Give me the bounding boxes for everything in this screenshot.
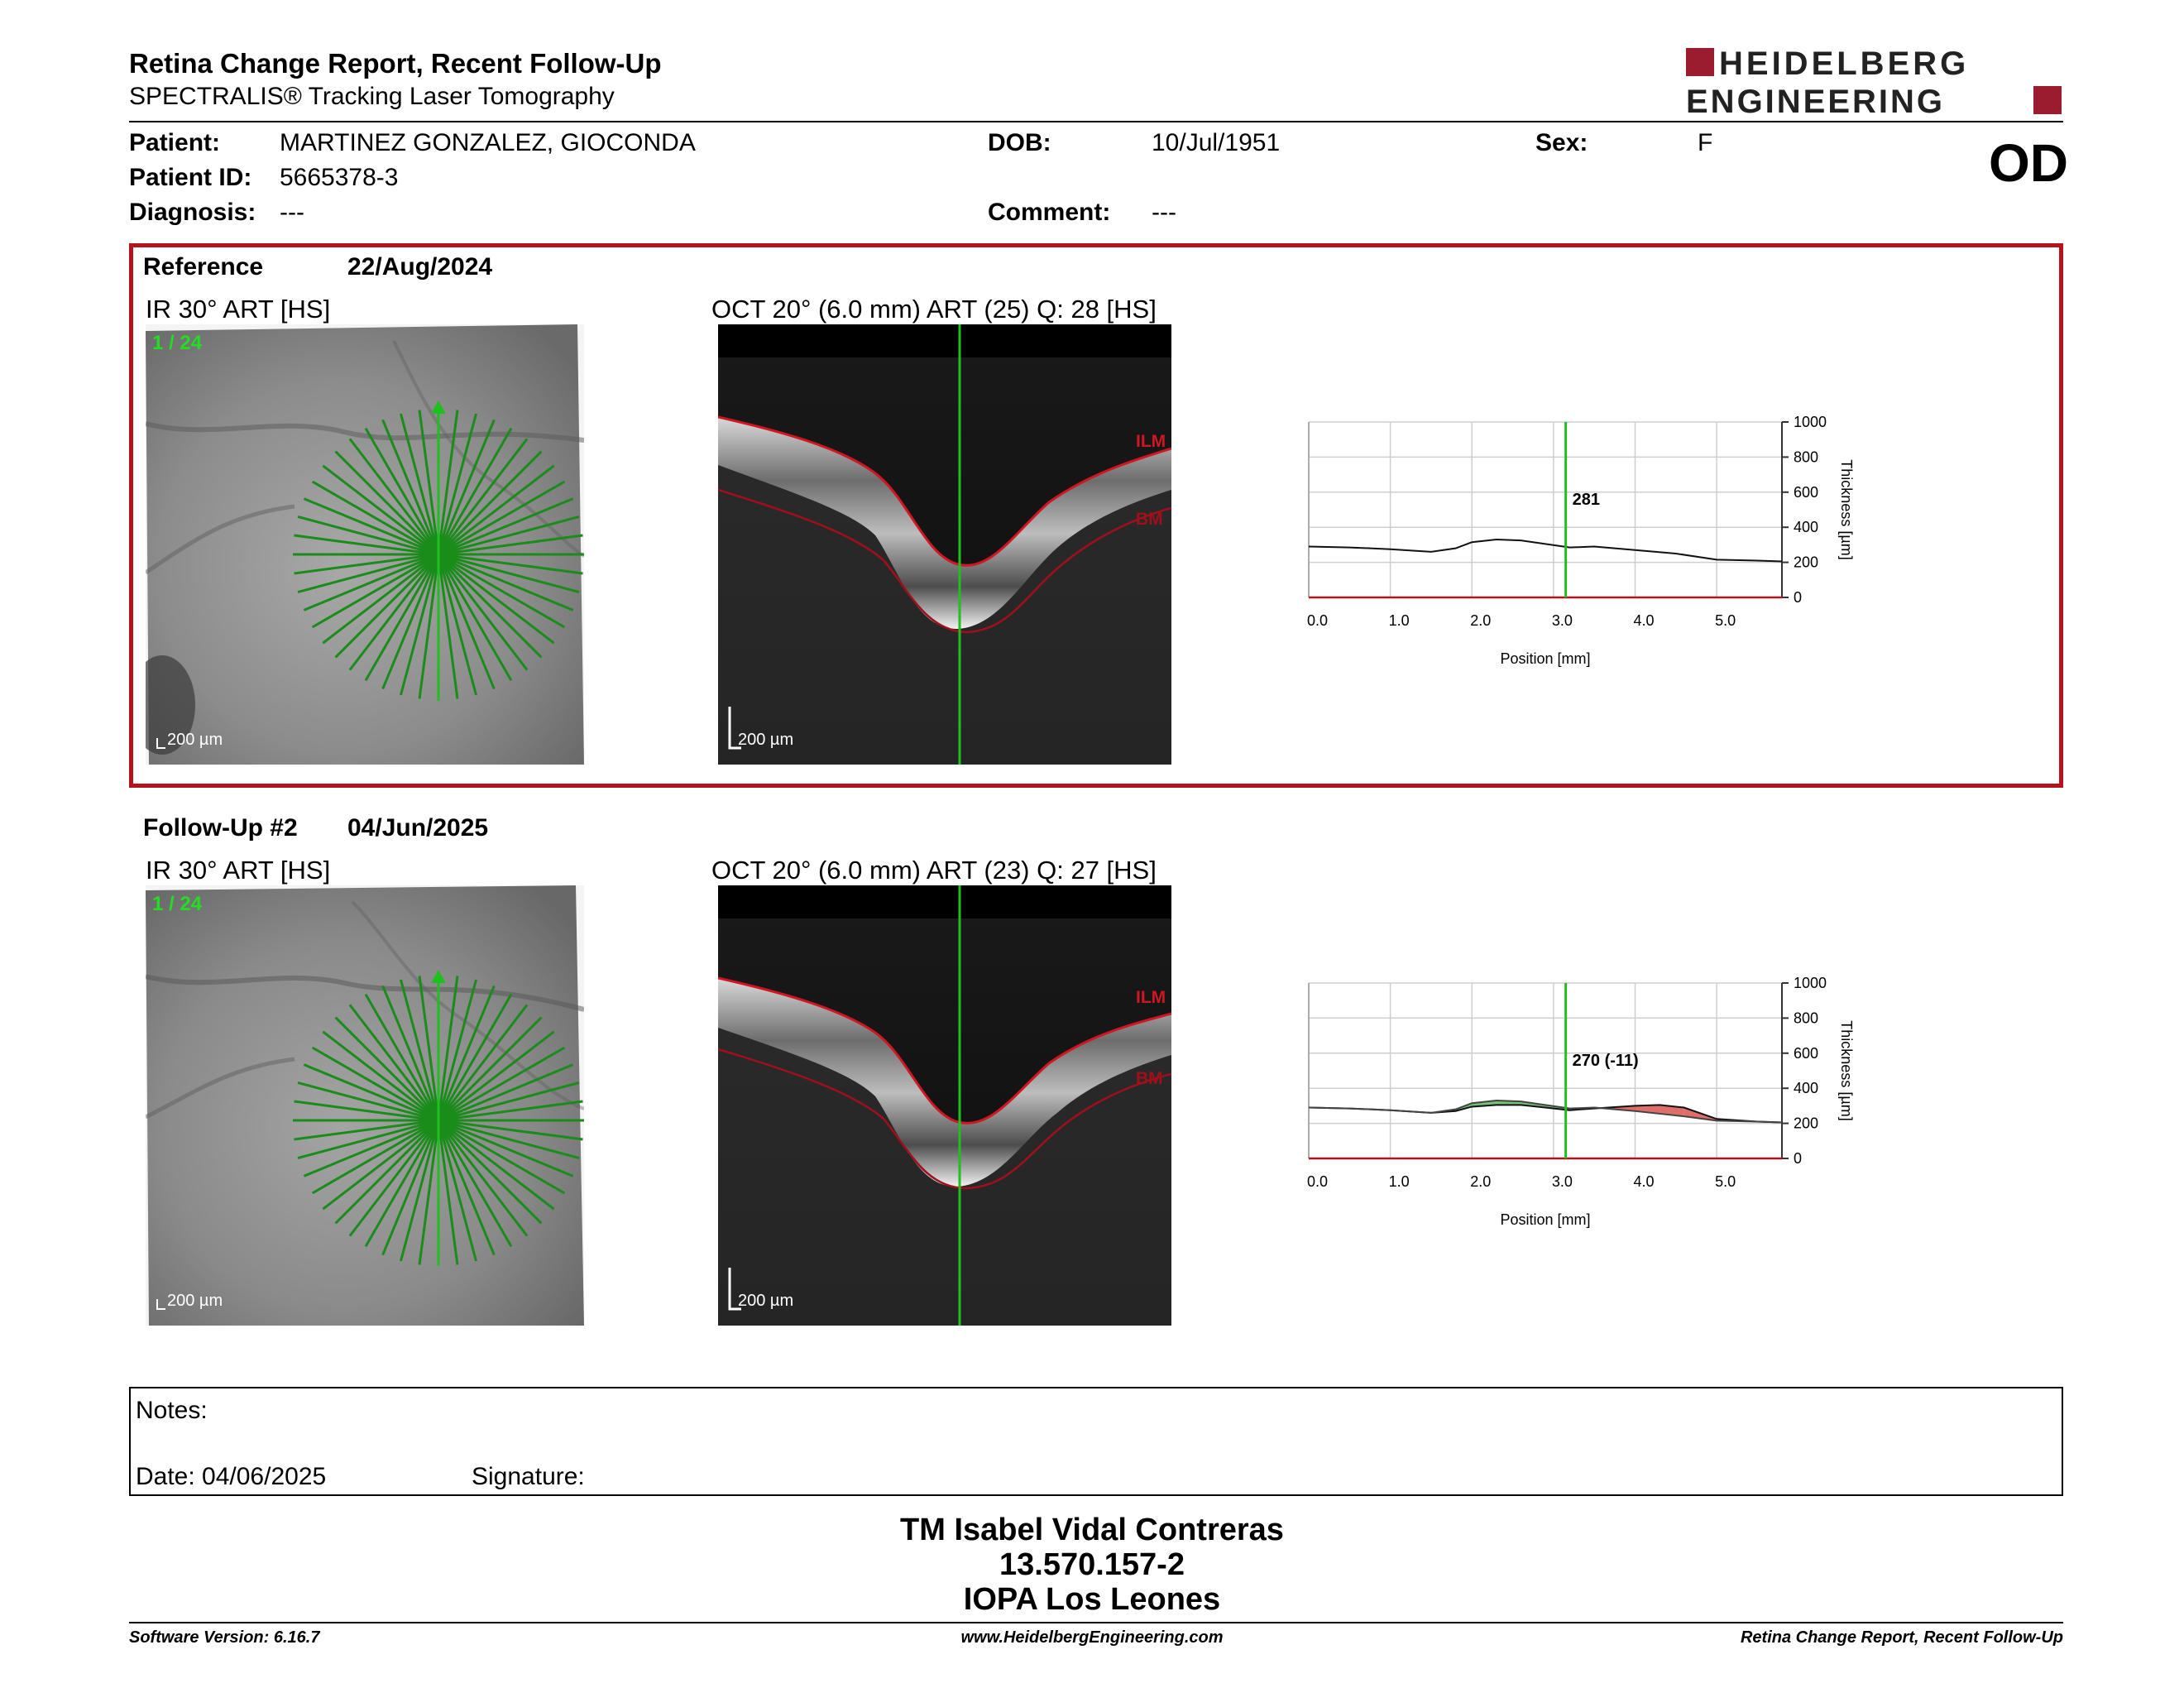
x-tick-label: 4.0 (1633, 1173, 1655, 1190)
reference-oct-scale: 200 µm (738, 731, 794, 749)
y-axis-label: Thickness [µm] (1838, 1020, 1853, 1121)
diagnosis-value: --- (280, 199, 304, 226)
x-tick-label: 2.0 (1470, 1173, 1492, 1190)
followup-thickness-chart (1291, 966, 1853, 1240)
thickness-line (1309, 1101, 1782, 1123)
notes-date: Date: 04/06/2025 (136, 1463, 327, 1490)
y-axis-label: Thickness [µm] (1838, 459, 1853, 560)
y-tick-label: 200 (1794, 1115, 1819, 1132)
y-tick-label: 600 (1794, 1044, 1819, 1062)
y-tick-label: 800 (1794, 1009, 1819, 1027)
dob-value: 10/Jul/1951 (1152, 129, 1281, 156)
followup-ir-counter: 1 / 24 (152, 893, 203, 915)
reference-ilm-label: ILM (1136, 432, 1166, 451)
reference-thickness-chart (1291, 405, 1853, 679)
x-tick-label: 0.0 (1307, 612, 1329, 629)
sex-label: Sex: (1535, 129, 1588, 156)
footer-rule (129, 1622, 2063, 1623)
reference-date: 22/Aug/2024 (347, 253, 493, 281)
sex-value: F (1698, 129, 1713, 156)
x-tick-label: 2.0 (1470, 612, 1492, 629)
followup-bm-label: BM (1136, 1069, 1163, 1088)
followup-date: 04/Jun/2025 (347, 814, 489, 842)
diagnosis-label: Diagnosis: (129, 199, 256, 226)
x-axis-label: Position [mm] (1500, 1211, 1591, 1228)
patient-id: 5665378-3 (280, 164, 399, 191)
followup-oct-scale: 200 µm (738, 1292, 794, 1310)
signer-name: TM Isabel Vidal Contreras (900, 1513, 1284, 1547)
x-tick-label: 3.0 (1551, 1173, 1573, 1190)
x-axis-label: Position [mm] (1500, 650, 1591, 667)
y-tick-label: 400 (1794, 519, 1819, 536)
report-title: Retina Change Report, Recent Follow-Up (129, 48, 662, 79)
signature-label: Signature: (472, 1463, 585, 1490)
reference-ir-image[interactable] (146, 324, 584, 765)
x-tick-label: 5.0 (1715, 1173, 1736, 1190)
patient-id-label: Patient ID: (129, 164, 252, 191)
followup-ir-scale: 200 µm (167, 1292, 223, 1310)
followup-ir-image[interactable] (146, 885, 584, 1326)
heidelberg-logo (1686, 46, 2063, 117)
eye-indicator: OD (1989, 133, 2068, 193)
y-tick-label: 1000 (1794, 414, 1827, 430)
logo-line-2: ENGINEERING (1686, 84, 1946, 117)
reference-ir-scale: 200 µm (167, 731, 223, 749)
reference-ir-counter: 1 / 24 (152, 332, 203, 354)
software-version: Software Version: 6.16.7 (129, 1628, 320, 1647)
header-rule (129, 121, 2063, 122)
reference-oct-image[interactable] (718, 324, 1171, 765)
y-tick-label: 600 (1794, 483, 1819, 501)
x-tick-label: 1.0 (1388, 612, 1410, 629)
comment-label: Comment: (988, 199, 1111, 226)
footer-report-name: Retina Change Report, Recent Follow-Up (1740, 1628, 2063, 1647)
reference-label: Reference (143, 253, 264, 281)
comment-value: --- (1152, 199, 1176, 226)
y-tick-label: 800 (1794, 448, 1819, 466)
x-tick-label: 5.0 (1715, 612, 1736, 629)
patient-name: MARTINEZ GONZALEZ, GIOCONDA (280, 129, 696, 156)
followup-oct-title: OCT 20° (6.0 mm) ART (23) Q: 27 [HS] (711, 856, 1157, 885)
cursor-value-label: 281 (1572, 491, 1601, 509)
y-tick-label: 0 (1794, 589, 1803, 606)
followup-ilm-label: ILM (1136, 988, 1166, 1007)
followup-oct-image[interactable] (718, 885, 1171, 1326)
x-tick-label: 1.0 (1388, 1173, 1410, 1190)
y-tick-label: 400 (1794, 1080, 1819, 1097)
thickness-line (1309, 539, 1782, 562)
reference-oct-title: OCT 20° (6.0 mm) ART (25) Q: 28 [HS] (711, 295, 1157, 324)
signer-institution: IOPA Los Leones (963, 1582, 1221, 1617)
x-tick-label: 3.0 (1551, 612, 1573, 629)
y-tick-label: 0 (1794, 1150, 1803, 1167)
followup-label: Follow-Up #2 (143, 814, 298, 842)
x-tick-label: 4.0 (1633, 612, 1655, 629)
y-tick-label: 200 (1794, 554, 1819, 571)
patient-label: Patient: (129, 129, 221, 156)
followup-ir-title: IR 30° ART [HS] (146, 856, 331, 885)
website-link[interactable]: www.HeidelbergEngineering.com (960, 1628, 1224, 1647)
notes-label: Notes: (136, 1397, 208, 1424)
y-tick-label: 1000 (1794, 975, 1827, 991)
notes-box[interactable] (129, 1387, 2063, 1496)
logo-line-1: HEIDELBERG (1719, 46, 1970, 82)
reference-bm-label: BM (1136, 510, 1163, 529)
report-subtitle: SPECTRALIS® Tracking Laser Tomography (129, 83, 615, 110)
signer-id: 13.570.157-2 (999, 1547, 1185, 1582)
reference-ir-title: IR 30° ART [HS] (146, 295, 331, 324)
dob-label: DOB: (988, 129, 1051, 156)
cursor-value-label: 270 (-11) (1572, 1052, 1639, 1070)
x-tick-label: 0.0 (1307, 1173, 1329, 1190)
